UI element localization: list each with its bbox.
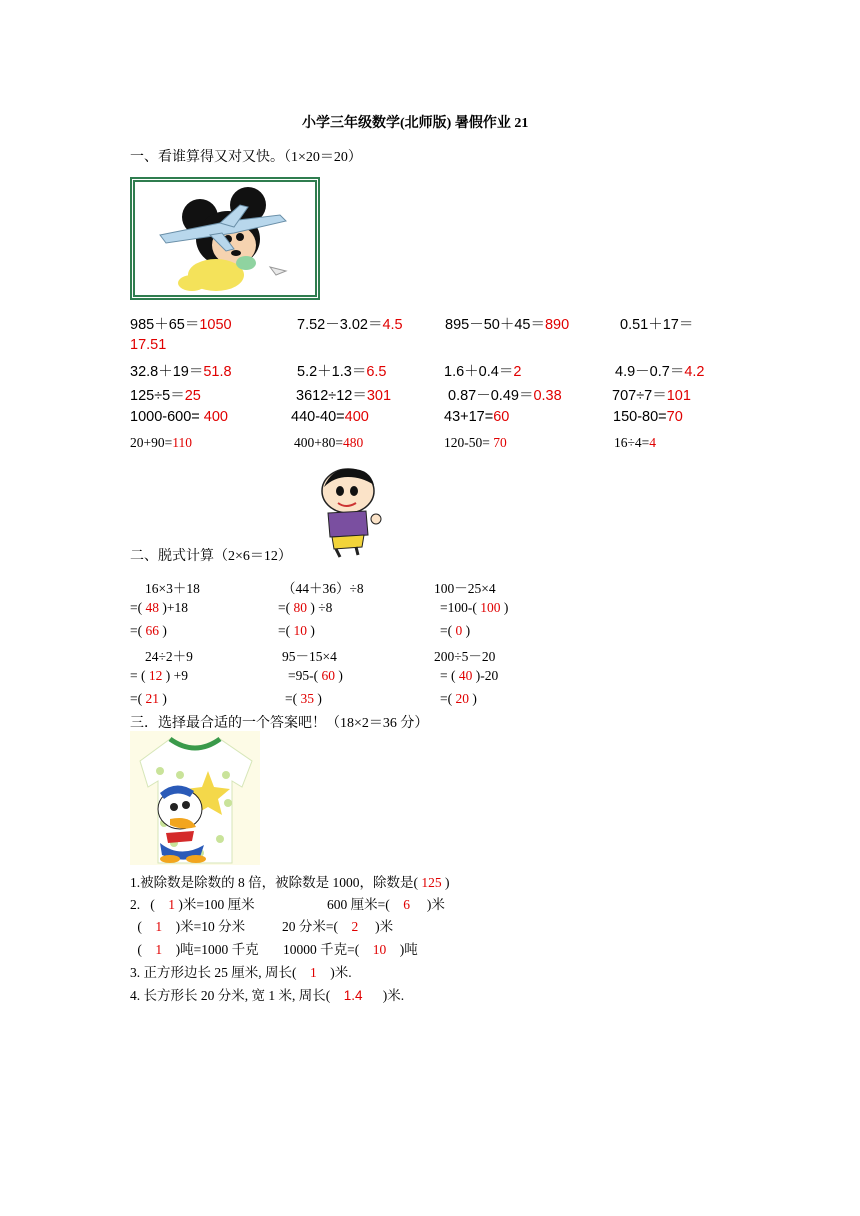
mickey-illustration: [130, 177, 320, 300]
question-2-part6: 10000 千克=( 10 )吨: [283, 942, 418, 957]
expr2-line2: =( 80 ) ÷8: [278, 600, 333, 615]
calc-row2-item3: 1.6＋0.4＝2: [444, 364, 522, 380]
question-2-part4: 20 分米=( 2 )米: [282, 919, 394, 934]
expr1-line3: =( 66 ): [130, 623, 167, 638]
calc-row3-item4: 707÷7＝101: [612, 388, 691, 404]
expr3-line2: =100-( 100 ): [440, 600, 509, 615]
calc-row1-item4: 0.51＋17＝: [620, 317, 694, 333]
expr5-line1: 95－15×4: [282, 649, 337, 664]
expr4-line2: = ( 12 ) +9: [130, 668, 188, 683]
calc-row1-item1: 985＋65＝1050: [130, 317, 232, 333]
calc-row5-item2: 400+80=480: [294, 435, 364, 450]
section3-heading: 三．选择最合适的一个答案吧！（18×2＝36 分）: [130, 716, 429, 731]
calc-row4-item4: 150-80=70: [613, 409, 683, 425]
expr5-line3: =( 35 ): [285, 691, 322, 706]
question-2-part2: 600 厘米=( 6 )米: [327, 897, 445, 912]
expr2-line3: =( 10 ): [278, 623, 315, 638]
expr3-line1: 100－25×4: [434, 581, 496, 596]
question-2-part1: 2. ( 1 )米=100 厘米: [130, 897, 255, 912]
donald-shirt-illustration: [130, 731, 260, 865]
calc-row5-item3: 120-50= 70: [444, 435, 507, 450]
calc-row1-item4-answer: 17.51: [130, 337, 167, 353]
expr6-line2: = ( 40 )-20: [440, 668, 499, 683]
calc-row2-item2: 5.2＋1.3＝6.5: [297, 364, 387, 380]
section1-heading: 一、看谁算得又对又快。（1×20＝20）: [130, 150, 362, 165]
expr4-line1: 24÷2＋9: [145, 649, 193, 664]
calc-row2-item4: 4.9－0.7＝4.2: [615, 364, 705, 380]
question-4: 4. 长方形长 20 分米, 宽 1 米, 周长( 1.4 )米.: [130, 988, 405, 1003]
expr6-line3: =( 20 ): [440, 691, 477, 706]
calc-row4-item2: 440-40=400: [291, 409, 369, 425]
expr1-line1: 16×3＋18: [145, 581, 200, 596]
page-title: 小学三年级数学(北师版) 暑假作业 21: [302, 116, 529, 131]
expr3-line3: =( 0 ): [440, 623, 471, 638]
expr4-line3: =( 21 ): [130, 691, 167, 706]
expr6-line1: 200÷5－20: [434, 649, 496, 664]
shinchan-illustration: [312, 463, 388, 559]
question-2-part3: ( 1 )米=10 分米: [134, 919, 246, 934]
calc-row5-item4: 16÷4=4: [614, 435, 657, 450]
calc-row1-item2: 7.52－3.02＝4.5: [297, 317, 403, 333]
question-1: 1.被除数是除数的 8 倍，被除数是 1000，除数是( 125 ): [130, 875, 450, 890]
calc-row3-item3: 0.87－0.49＝0.38: [448, 388, 562, 404]
calc-row2-item1: 32.8＋19＝51.8: [130, 364, 232, 380]
expr5-line2: =95-( 60 ): [288, 668, 343, 683]
calc-row1-item3: 895－50＋45＝890: [445, 317, 570, 333]
calc-row3-item2: 3612÷12＝301: [296, 388, 392, 404]
calc-row5-item1: 20+90=110: [130, 435, 192, 450]
section2-heading: 二、脱式计算（2×6＝12）: [130, 549, 292, 564]
expr2-line1: （44＋36）÷8: [282, 581, 364, 596]
calc-row3-item1: 125÷5＝25: [130, 388, 201, 404]
calc-row4-item1: 1000-600= 400: [130, 409, 228, 425]
question-2-part5: ( 1 )吨=1000 千克: [134, 942, 259, 957]
expr1-line2: =( 48 )+18: [130, 600, 188, 615]
calc-row4-item3: 43+17=60: [444, 409, 510, 425]
question-3: 3. 正方形边长 25 厘米, 周长( 1 )米.: [130, 965, 352, 980]
